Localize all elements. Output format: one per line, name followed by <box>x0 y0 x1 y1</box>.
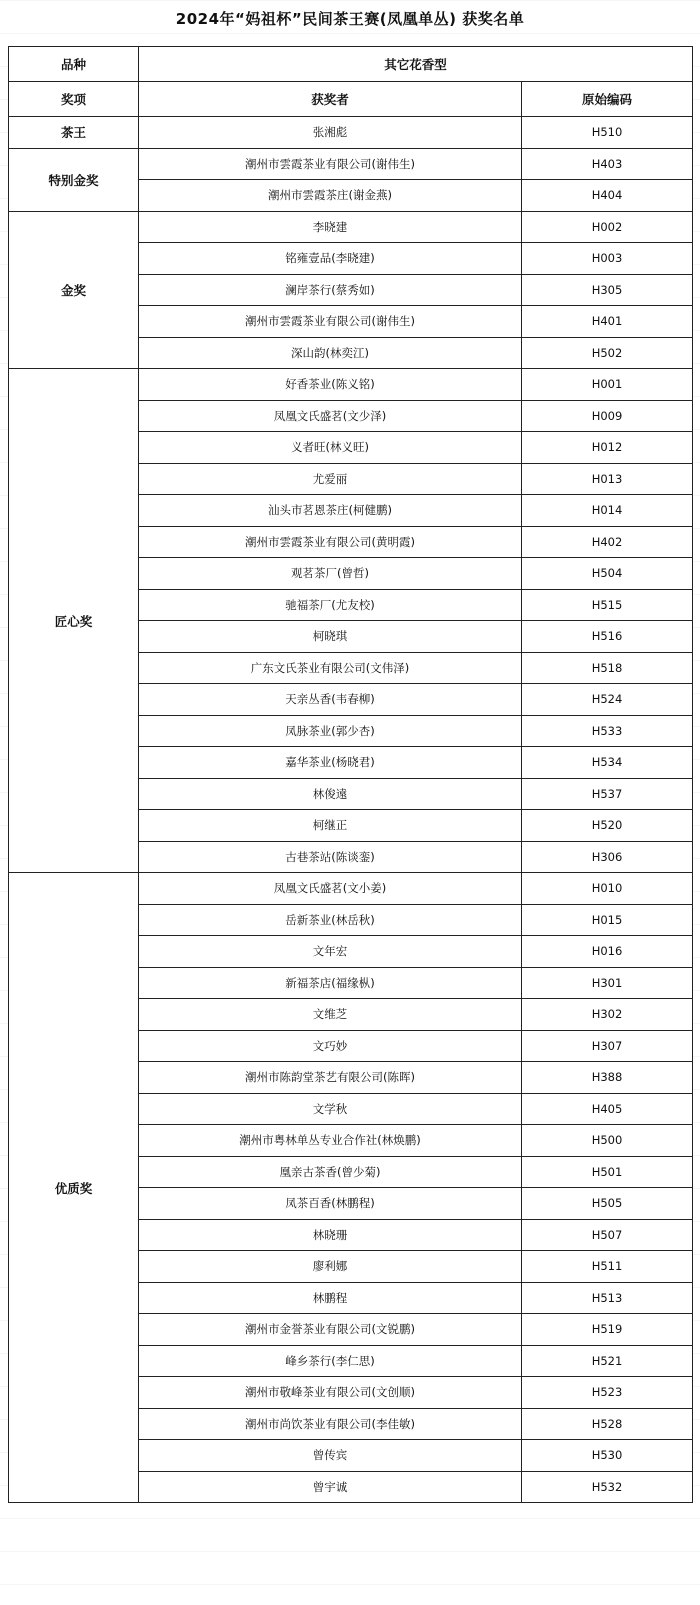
code-column-header[interactable]: 原始编码 <box>522 82 693 117</box>
winner-cell[interactable]: 李晓建 <box>139 211 522 243</box>
winner-cell[interactable]: 峰乡茶行(李仁思) <box>139 1345 522 1377</box>
code-cell[interactable]: H404 <box>522 180 693 212</box>
winner-cell[interactable]: 文学秋 <box>139 1093 522 1125</box>
winner-cell[interactable]: 凤脉茶业(郭少杏) <box>139 715 522 747</box>
code-cell[interactable]: H518 <box>522 652 693 684</box>
variety-row <box>9 47 693 82</box>
variety-value[interactable]: 其它花香型 <box>139 47 693 82</box>
winner-cell[interactable]: 好香茶业(陈义铭) <box>139 369 522 401</box>
winner-cell[interactable]: 广东文氏茶业有限公司(文伟泽) <box>139 652 522 684</box>
code-cell[interactable]: H532 <box>522 1471 693 1503</box>
code-cell[interactable]: H530 <box>522 1440 693 1472</box>
variety-label[interactable]: 品种 <box>9 47 139 82</box>
code-cell[interactable]: H402 <box>522 526 693 558</box>
code-cell[interactable]: H302 <box>522 999 693 1031</box>
winner-cell[interactable]: 澜岸茶行(蔡秀如) <box>139 274 522 306</box>
winner-cell[interactable]: 潮州市雲霞茶业有限公司(黄明霞) <box>139 526 522 558</box>
code-cell[interactable]: H500 <box>522 1125 693 1157</box>
winner-cell[interactable]: 新福茶店(福缘枞) <box>139 967 522 999</box>
column-header-row <box>9 82 693 117</box>
winner-cell[interactable]: 铭雍壹品(李晓建) <box>139 243 522 275</box>
code-cell[interactable]: H306 <box>522 841 693 873</box>
code-cell[interactable]: H001 <box>522 369 693 401</box>
code-cell[interactable]: H516 <box>522 621 693 653</box>
code-cell[interactable]: H013 <box>522 463 693 495</box>
winner-cell[interactable]: 潮州市敬峰茶业有限公司(文创顺) <box>139 1377 522 1409</box>
winner-cell[interactable]: 张湘彪 <box>139 117 522 149</box>
code-cell[interactable]: H505 <box>522 1188 693 1220</box>
table-row <box>9 211 693 243</box>
code-cell[interactable]: H002 <box>522 211 693 243</box>
code-cell[interactable]: H388 <box>522 1062 693 1094</box>
winner-column-header[interactable]: 获奖者 <box>139 82 522 117</box>
award-category-cell[interactable]: 茶王 <box>9 117 139 149</box>
winner-cell[interactable]: 潮州市金誉茶业有限公司(文锐鹏) <box>139 1314 522 1346</box>
code-cell[interactable]: H301 <box>522 967 693 999</box>
code-cell[interactable]: H307 <box>522 1030 693 1062</box>
award-category-cell[interactable]: 优质奖 <box>9 873 139 1503</box>
table-row <box>9 117 693 149</box>
code-cell[interactable]: H523 <box>522 1377 693 1409</box>
page-title: 2024年“妈祖杯”民间茶王赛(凤凰单丛) 获奖名单 <box>175 10 525 28</box>
award-category-cell[interactable]: 特别金奖 <box>9 148 139 211</box>
winner-cell[interactable]: 潮州市雲霞茶业有限公司(谢伟生) <box>139 148 522 180</box>
winner-cell[interactable]: 潮州市雲霞茶业有限公司(谢伟生) <box>139 306 522 338</box>
code-cell[interactable]: H403 <box>522 148 693 180</box>
winner-cell[interactable]: 古巷茶站(陈谈銮) <box>139 841 522 873</box>
winner-cell[interactable]: 尤爱丽 <box>139 463 522 495</box>
winner-cell[interactable]: 潮州市尚饮茶业有限公司(李佳敏) <box>139 1408 522 1440</box>
code-cell[interactable]: H537 <box>522 778 693 810</box>
code-cell[interactable]: H502 <box>522 337 693 369</box>
winner-cell[interactable]: 凤茶百香(林鹏程) <box>139 1188 522 1220</box>
table-row <box>9 369 693 401</box>
code-cell[interactable]: H010 <box>522 873 693 905</box>
winner-cell[interactable]: 天亲丛香(韦春柳) <box>139 684 522 716</box>
winner-cell[interactable]: 凤凰文氏盛茗(文少泽) <box>139 400 522 432</box>
winner-cell[interactable]: 嘉华茶业(杨晓君) <box>139 747 522 779</box>
table-row <box>9 873 693 905</box>
winner-cell[interactable]: 岳新茶业(林岳秋) <box>139 904 522 936</box>
code-cell[interactable]: H511 <box>522 1251 693 1283</box>
code-cell[interactable]: H519 <box>522 1314 693 1346</box>
awards-table <box>8 46 693 1503</box>
winner-cell[interactable]: 汕头市茗恩茶庄(柯健鹏) <box>139 495 522 527</box>
winner-cell[interactable]: 潮州市粤林单丛专业合作社(林焕鹏) <box>139 1125 522 1157</box>
code-cell[interactable]: H533 <box>522 715 693 747</box>
winner-cell[interactable]: 文维芝 <box>139 999 522 1031</box>
winner-cell[interactable]: 林俊遠 <box>139 778 522 810</box>
code-cell[interactable]: H515 <box>522 589 693 621</box>
winner-cell[interactable]: 驰福茶厂(尤友校) <box>139 589 522 621</box>
code-cell[interactable]: H003 <box>522 243 693 275</box>
code-cell[interactable]: H016 <box>522 936 693 968</box>
code-cell[interactable]: H524 <box>522 684 693 716</box>
code-cell[interactable]: H507 <box>522 1219 693 1251</box>
winner-cell[interactable]: 曾宇诚 <box>139 1471 522 1503</box>
code-cell[interactable]: H501 <box>522 1156 693 1188</box>
winner-cell[interactable]: 潮州市雲霞茶庄(谢金燕) <box>139 180 522 212</box>
code-cell[interactable]: H521 <box>522 1345 693 1377</box>
code-cell[interactable]: H513 <box>522 1282 693 1314</box>
code-cell[interactable]: H504 <box>522 558 693 590</box>
award-category-cell[interactable]: 匠心奖 <box>9 369 139 873</box>
code-cell[interactable]: H009 <box>522 400 693 432</box>
winner-cell[interactable]: 柯继正 <box>139 810 522 842</box>
winner-cell[interactable]: 文巧妙 <box>139 1030 522 1062</box>
winner-cell[interactable]: 深山韵(林奕江) <box>139 337 522 369</box>
winner-cell[interactable]: 凤凰文氏盛茗(文小姜) <box>139 873 522 905</box>
code-cell[interactable]: H015 <box>522 904 693 936</box>
winner-cell[interactable]: 文年宏 <box>139 936 522 968</box>
table-row <box>9 148 693 180</box>
winner-cell[interactable]: 林鹏程 <box>139 1282 522 1314</box>
code-cell[interactable]: H520 <box>522 810 693 842</box>
winner-cell[interactable]: 曾传宾 <box>139 1440 522 1472</box>
award-category-cell[interactable]: 金奖 <box>9 211 139 369</box>
code-cell[interactable]: H014 <box>522 495 693 527</box>
winner-cell[interactable]: 观茗茶厂(曾哲) <box>139 558 522 590</box>
code-cell[interactable]: H534 <box>522 747 693 779</box>
winner-cell[interactable]: 廖利娜 <box>139 1251 522 1283</box>
code-cell[interactable]: H305 <box>522 274 693 306</box>
code-cell[interactable]: H401 <box>522 306 693 338</box>
code-cell[interactable]: H405 <box>522 1093 693 1125</box>
winner-cell[interactable]: 凰亲古茶香(曾少菊) <box>139 1156 522 1188</box>
winner-cell[interactable]: 义者旺(林义旺) <box>139 432 522 464</box>
code-cell[interactable]: H510 <box>522 117 693 149</box>
winner-cell[interactable]: 潮州市陈韵堂茶艺有限公司(陈晖) <box>139 1062 522 1094</box>
code-cell[interactable]: H528 <box>522 1408 693 1440</box>
award-column-header[interactable]: 奖项 <box>9 82 139 117</box>
winner-cell[interactable]: 林晓珊 <box>139 1219 522 1251</box>
code-cell[interactable]: H012 <box>522 432 693 464</box>
winner-cell[interactable]: 柯晓琪 <box>139 621 522 653</box>
